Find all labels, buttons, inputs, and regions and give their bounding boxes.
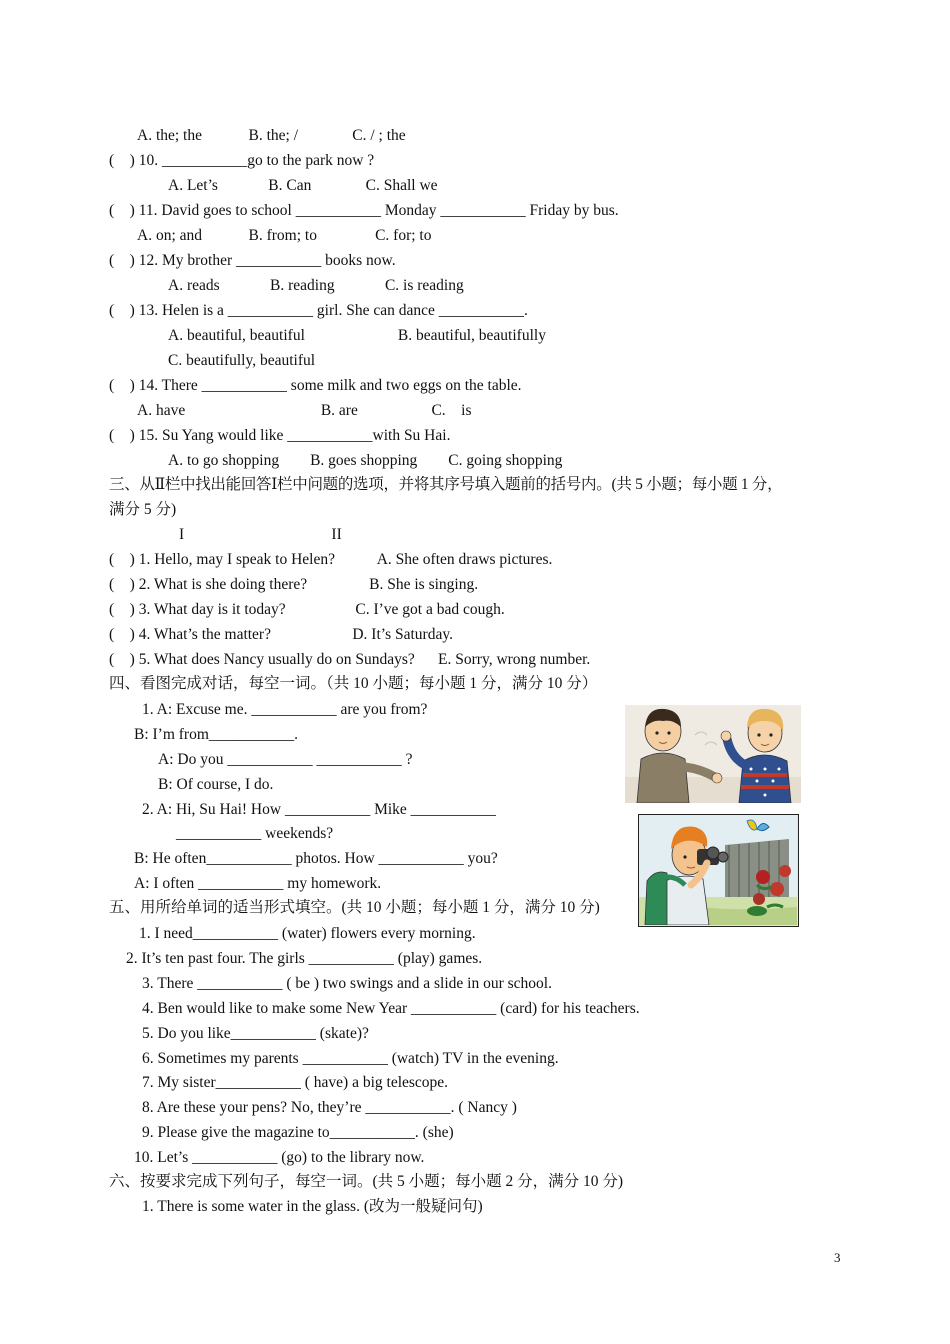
dialog-1-a1: 1. A: Excuse me. ___________ are you from?	[142, 701, 428, 718]
match-2: ( ) 2. What is she doing there? B. She is singing.	[109, 576, 479, 593]
q12-options: A. reads B. reading C. is reading	[168, 277, 464, 294]
page-number: 3	[834, 1250, 841, 1265]
fill-8: 8. Are these your pens? No, they’re ___________. ( Nancy )	[142, 1099, 517, 1116]
q15-options: A. to go shopping B. goes shopping C. going shopping	[168, 452, 563, 469]
boy-taking-photos-illustration	[638, 814, 799, 927]
dialog-2-a1-cont: ___________ weekends?	[176, 825, 334, 842]
fill-9: 9. Please give the magazine to___________. (she)	[142, 1124, 454, 1141]
match-4: ( ) 4. What’s the matter? D. It’s Saturday.	[109, 626, 453, 643]
fill-4: 4. Ben would like to make some New Year ___________ (card) for his teachers.	[142, 1000, 640, 1017]
dialog-2-a1: 2. A: Hi, Su Hai! How ___________ Mike ___________	[142, 801, 496, 818]
section-3-heading: 三、从Ⅱ栏中找出能回答Ⅰ栏中问题的选项，并将其序号填入题前的括号内。(共 5 小题；每小题 1 分，	[109, 476, 783, 493]
match-5: ( ) 5. What does Nancy usually do on Sundays? E. Sorry, wrong number.	[109, 651, 591, 668]
dialog-2-a2: A: I often ___________ my homework.	[134, 875, 382, 892]
question-14: ( ) 14. There ___________ some milk and two eggs on the table.	[109, 377, 522, 394]
fill-1: 1. I need___________ (water) flowers every morning.	[139, 925, 476, 942]
q13-options-ab: A. beautiful, beautiful B. beautiful, beautifully	[168, 327, 546, 344]
fill-5: 5. Do you like___________ (skate)?	[142, 1025, 369, 1042]
boys-talking-illustration	[625, 705, 801, 803]
section-5-heading: 五、用所给单词的适当形式填空。(共 10 小题；每小题 1 分，满分 10 分)	[109, 899, 600, 916]
question-15: ( ) 15. Su Yang would like ___________with Su Hai.	[109, 427, 451, 444]
q9-options: A. the; the B. the; / C. / ; the	[137, 127, 406, 144]
fill-3: 3. There ___________ ( be ) two swings and a slide in our school.	[142, 975, 552, 992]
section-3-heading-cont: 满分 5 分)	[109, 501, 177, 518]
question-10: ( ) 10. ___________go to the park now ?	[109, 152, 375, 169]
question-11: ( ) 11. David goes to school ___________ Monday ___________ Friday by bus.	[109, 202, 619, 219]
fill-7: 7. My sister___________ ( have) a big telescope.	[142, 1074, 449, 1091]
question-13: ( ) 13. Helen is a ___________ girl. She can dance ___________.	[109, 302, 528, 319]
fill-6: 6. Sometimes my parents ___________ (watch) TV in the evening.	[142, 1050, 559, 1067]
fill-10: 10. Let’s ___________ (go) to the library now.	[134, 1149, 425, 1166]
dialog-1-b2: B: Of course, I do.	[158, 776, 274, 793]
question-12: ( ) 12. My brother ___________ books now.	[109, 252, 396, 269]
section-4-heading: 四、看图完成对话，每空一词。（共 10 小题；每小题 1 分，满分 10 分）	[109, 675, 598, 692]
boys-talking-drawing	[625, 705, 801, 803]
q10-options: A. Let’s B. Can C. Shall we	[168, 177, 438, 194]
match-3: ( ) 3. What day is it today? C. I’ve got a bad cough.	[109, 601, 505, 618]
q14-options: A. have B. are C. is	[137, 402, 472, 419]
boy-taking-photos-drawing	[639, 815, 797, 925]
dialog-1-a2: A: Do you ___________ ___________ ?	[158, 751, 413, 768]
rewrite-1: 1. There is some water in the glass. (改为一般疑问句)	[142, 1198, 483, 1215]
q13-option-c: C. beautifully, beautiful	[168, 352, 316, 369]
dialog-1-b1: B: I’m from___________.	[134, 726, 299, 743]
section-6-heading: 六、按要求完成下列句子，每空一词。(共 5 小题；每小题 2 分，满分 10 分)	[109, 1173, 624, 1190]
match-1: ( ) 1. Hello, may I speak to Helen? A. She often draws pictures.	[109, 551, 553, 568]
q11-options: A. on; and B. from; to C. for; to	[137, 227, 432, 244]
dialog-2-b1: B: He often___________ photos. How ___________ you?	[134, 850, 498, 867]
fill-2: 2. It’s ten past four. The girls ___________ (play) games.	[126, 950, 483, 967]
column-headers: I II	[179, 526, 342, 543]
